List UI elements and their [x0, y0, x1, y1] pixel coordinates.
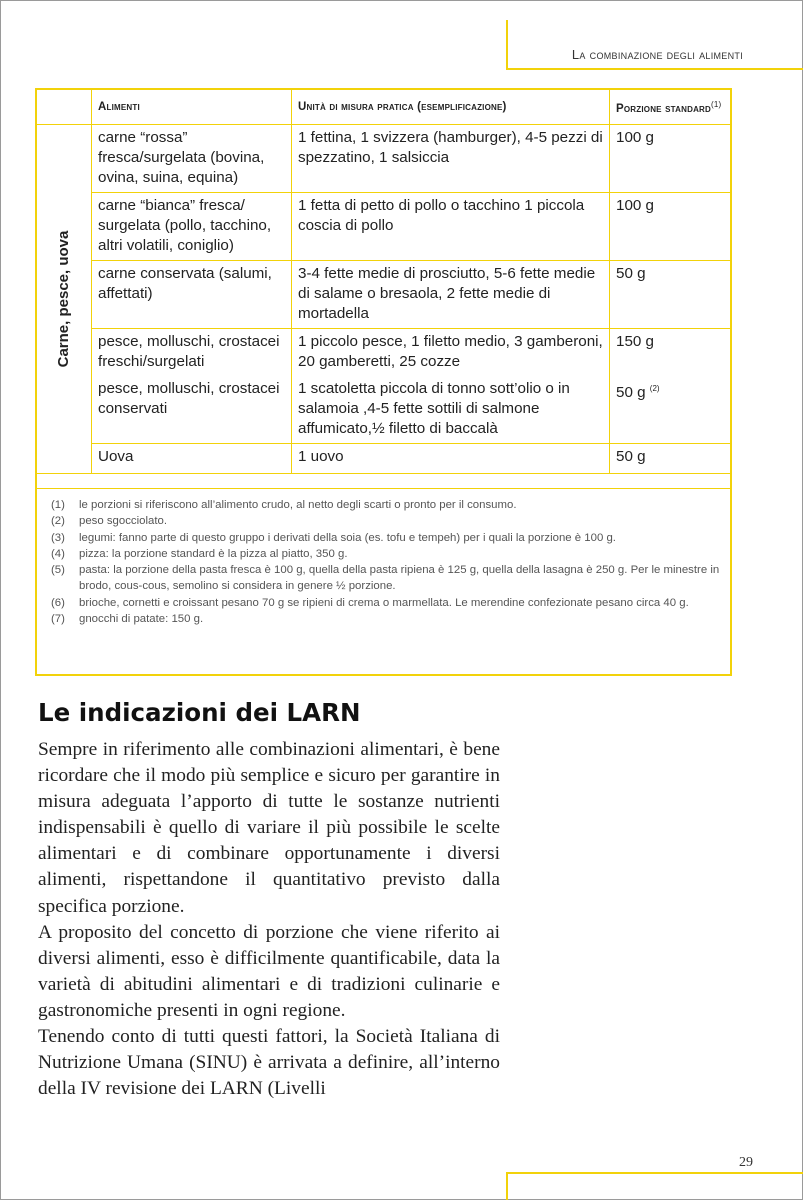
- cell-portion-ref: (2): [649, 384, 660, 393]
- footnote-number: (3): [51, 531, 65, 544]
- footnote: [37, 562, 730, 595]
- column-header-portion-ref: (1): [711, 99, 722, 109]
- cell-unit: 3-4 fette medie di prosciutto, 5-6 fette medie di salame o bresaola, 2 fette medie di mortadella: [292, 261, 610, 329]
- cell-portion: 50 g: [610, 444, 731, 474]
- table-row: [37, 329, 730, 377]
- cell-portion: 100 g: [610, 193, 731, 261]
- table-row: [37, 376, 730, 444]
- portion-table-box: [35, 88, 732, 676]
- cell-portion: [610, 376, 731, 444]
- running-header: La combinazione degli alimenti: [571, 47, 743, 62]
- footnote: [37, 530, 730, 546]
- footer-rule: [506, 1172, 803, 1174]
- footnote-number: (5): [51, 564, 65, 577]
- paragraph: Tenendo conto di tutti questi fattori, la Società Italiana di Nutrizione Umana (SINU) è arrivata a definire, all’interno della IV revisione dei LARN (Livelli: [38, 1026, 500, 1100]
- column-header-portion-label: Porzione standard: [616, 102, 712, 115]
- cell-food: pesce, molluschi, crostacei freschi/surgelati: [92, 329, 292, 377]
- cell-portion-value: 50 g: [616, 384, 646, 402]
- column-header-unit: Unità di misura pratica (esemplificazione): [292, 90, 610, 125]
- footnotes: [37, 488, 730, 627]
- footnote-number: (6): [51, 596, 65, 609]
- header-rule: [506, 68, 803, 70]
- footnote-number: (7): [51, 613, 65, 626]
- table-row: [37, 444, 730, 474]
- cell-portion: 150 g: [610, 329, 731, 377]
- cell-portion: 50 g: [610, 261, 731, 329]
- column-header-food: Alimenti: [92, 90, 292, 125]
- cell-unit: 1 uovo: [292, 444, 610, 474]
- cell-unit: 1 fetta di petto di pollo o tacchino 1 piccola coscia di pollo: [292, 193, 610, 261]
- cell-food: pesce, molluschi, crostacei conservati: [92, 376, 292, 444]
- footer-accent-line: [506, 1172, 508, 1200]
- cell-food: carne conservata (salumi, affettati): [92, 261, 292, 329]
- footnote-text: le porzioni si riferiscono all’alimento crudo, al netto degli scarti o pronto per il consumo.: [79, 499, 517, 511]
- footnote-number: (2): [51, 515, 65, 528]
- footnote-number: (4): [51, 547, 65, 560]
- footnote-number: (1): [51, 499, 65, 511]
- footnote: [37, 546, 730, 562]
- cell-unit: 1 scatoletta piccola di tonno sott’olio o in salamoia ,4-5 fette sottili di salmone affumicato,½ filetto di baccalà: [292, 376, 610, 444]
- footnote: [37, 497, 730, 513]
- cell-unit: 1 fettina, 1 svizzera (hamburger), 4-5 pezzi di spezzatino, 1 salsiccia: [292, 125, 610, 193]
- group-cell: [37, 125, 92, 474]
- cell-food: carne “bianca” fresca/ surgelata (pollo, tacchino, altri volatili, coniglio): [92, 193, 292, 261]
- cell-unit: 1 piccolo pesce, 1 filetto medio, 3 gamberoni, 20 gamberetti, 25 cozze: [292, 329, 610, 377]
- footnote: [37, 595, 730, 611]
- footnote-text: legumi: fanno parte di questo gruppo i derivati della soia (es. tofu e tempeh) per i quali la porzione è 100 g.: [79, 531, 616, 544]
- table-header-row: [37, 90, 730, 125]
- footnote-text: brioche, cornetti e croissant pesano 70 g se ripieni di crema o marmellata. Le merendine confezionate pesano circa 40 g.: [79, 596, 689, 609]
- page-number: 29: [739, 1155, 753, 1170]
- section-heading: Le indicazioni dei LARN: [38, 698, 361, 727]
- body-text: [38, 737, 500, 1102]
- paragraph: A proposito del concetto di porzione che viene riferito ai diversi alimenti, esso è difficilmente quantificabile, data la varietà di abitudini alimentari e di tradizioni culinarie e gastronomiche presenti in ogni regione.: [38, 921, 500, 1021]
- header-accent-line: [506, 20, 508, 70]
- footnote-text: pasta: la porzione della pasta fresca è 100 g, quella della pasta ripiena è 125 g, quella della lasagna è 250 g. Per le minestre in brodo, cous-cous, semolino si considera in genere ½ porzione.: [79, 564, 720, 593]
- cell-portion: 100 g: [610, 125, 731, 193]
- footnote: [37, 513, 730, 529]
- footnote-text: gnocchi di patate: 150 g.: [79, 613, 204, 626]
- table-row: [37, 193, 730, 261]
- column-header-portion: [610, 90, 731, 125]
- footnote-text: pizza: la porzione standard è la pizza al piatto, 350 g.: [79, 547, 348, 560]
- group-label: Carne, pesce, uova: [55, 230, 72, 368]
- table-header-blank: [37, 90, 92, 125]
- footnote: [37, 611, 730, 627]
- table-row: [37, 261, 730, 329]
- portion-table: [37, 90, 730, 474]
- cell-food: carne “rossa” fresca/surgelata (bovina, ovina, suina, equina): [92, 125, 292, 193]
- cell-food: Uova: [92, 444, 292, 474]
- paragraph: Sempre in riferimento alle combinazioni alimentari, è bene ricordare che il modo più semplice e sicuro per garantire in misura adeguata l’apporto di tutte le sostanze nutrienti indispensabili è quello di variare il più possibile le scelte alimentari e di combinare opportunamente i diversi alimenti, rispettandone il quantitativo previsto dalla specifica porzione.: [38, 739, 500, 917]
- footnote-text: peso sgocciolato.: [79, 515, 168, 528]
- table-row: [37, 125, 730, 193]
